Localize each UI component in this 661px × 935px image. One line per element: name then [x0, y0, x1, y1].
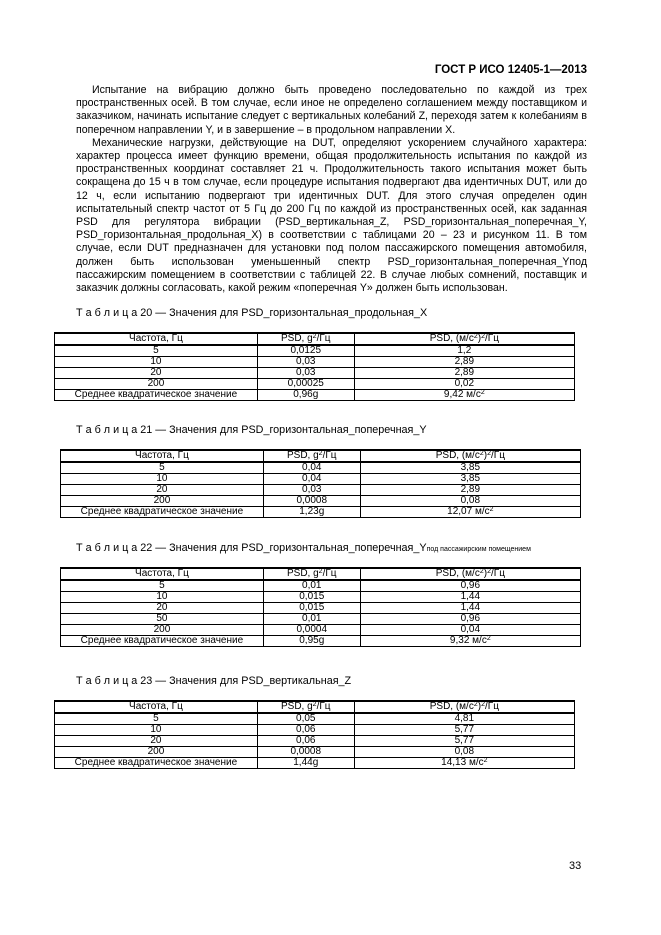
table-cell: 2,89: [354, 368, 574, 379]
col-frequency-header: [55, 701, 258, 713]
table-cell: 20: [55, 368, 258, 379]
text-fragment: PSD, (м/с: [435, 450, 480, 461]
text-fragment: 2: [479, 450, 484, 457]
text-fragment: Частота, Гц: [135, 450, 189, 461]
text-fragment: 12,07: [447, 506, 473, 517]
table-22-caption: Т а б л и ц а 22 — Значения для PSD_горизонтальная_поперечная_Yпод пассажирским помещением: [76, 542, 531, 554]
table-header-row: [55, 701, 575, 713]
text-fragment: 2: [480, 389, 485, 396]
table-rms-row: [55, 390, 575, 401]
text-fragment: 2: [473, 701, 478, 708]
text-fragment: PSD, g: [280, 333, 313, 344]
table-cell: 0,96: [360, 580, 580, 592]
text-fragment: Частота, Гц: [129, 701, 183, 712]
text-fragment: м/с: [468, 757, 484, 768]
table-cell: 1,44: [360, 603, 580, 614]
table-cell: 0,96g: [257, 390, 354, 401]
table-header-row: [61, 450, 581, 462]
table-row: [61, 625, 581, 636]
table-cell: [360, 507, 580, 518]
table-cell: 10: [55, 725, 258, 736]
table-cell: 5: [55, 345, 258, 357]
table-row: [55, 357, 575, 368]
text-fragment: /Гц: [322, 450, 337, 461]
table-row: [55, 713, 575, 725]
table-header-row: [55, 333, 575, 345]
table-row: [61, 485, 581, 496]
text-fragment: PSD, (м/с: [429, 333, 474, 344]
text-fragment: PSD, (м/с: [429, 701, 474, 712]
document-header: ГОСТ Р ИСО 12405-1—2013: [434, 64, 587, 76]
table-cell: [354, 390, 574, 401]
table-row: [61, 496, 581, 507]
text-fragment: /Гц: [491, 568, 505, 579]
text-fragment: м/с: [474, 506, 490, 517]
table-cell: 0,02: [354, 379, 574, 390]
table-cell: 2,89: [354, 357, 574, 368]
table-cell: 0,015: [263, 603, 360, 614]
text-fragment: 2: [489, 506, 494, 513]
table-cell: 0,08: [360, 496, 580, 507]
table-cell: 0,04: [360, 625, 580, 636]
text-fragment: м/с: [466, 389, 481, 400]
table-cell: 5: [61, 580, 264, 592]
table-cell: 0,95g: [263, 636, 360, 647]
text-fragment: 9,32: [449, 635, 470, 646]
table-cell: 200: [55, 379, 258, 390]
text-fragment: PSD, g: [286, 568, 319, 579]
table-rms-row: [61, 636, 581, 647]
table-cell: 5: [55, 713, 258, 725]
table-row: [55, 736, 575, 747]
text-fragment: 2: [487, 568, 491, 575]
table-cell: 0,03: [257, 357, 354, 368]
table-cell: 20: [61, 603, 264, 614]
table-cell: 200: [61, 496, 264, 507]
table-cell: 0,01: [263, 580, 360, 592]
table-cell: 5,77: [354, 725, 574, 736]
table-cell: Среднее квадратическое значение: [55, 758, 258, 769]
table-cell: 10: [55, 357, 258, 368]
table-23: [54, 700, 575, 769]
text-fragment: /Гц: [485, 701, 499, 712]
table-cell: 5,77: [354, 736, 574, 747]
table-cell: 20: [61, 485, 264, 496]
table-20: [54, 332, 575, 401]
text-fragment: 2: [312, 701, 317, 708]
table-cell: 20: [55, 736, 258, 747]
table-cell: 200: [61, 625, 264, 636]
table-cell: 10: [61, 592, 264, 603]
table-row: [61, 603, 581, 614]
col-psd-ms-header: [360, 568, 580, 580]
text-fragment: PSD, g: [280, 701, 313, 712]
table-row: [55, 379, 575, 390]
table-cell: 0,00025: [257, 379, 354, 390]
col-psd-g-header: [257, 333, 354, 345]
table-cell: 0,03: [257, 368, 354, 379]
table-23-caption: Т а б л и ц а 23 — Значения для PSD_вертикальная_Z: [76, 675, 352, 687]
text-fragment: Частота, Гц: [135, 568, 189, 579]
table-row: [61, 474, 581, 485]
text-fragment: 2: [486, 635, 491, 642]
table-cell: 1,2: [354, 345, 574, 357]
page-number: 33: [569, 860, 582, 872]
col-frequency-header: Частота, Гц: [55, 333, 258, 345]
text-fragment: /Гц: [316, 333, 331, 344]
table-cell: 0,015: [263, 592, 360, 603]
table-cell: [354, 758, 574, 769]
text-fragment: 2: [481, 701, 485, 708]
table-row: [55, 725, 575, 736]
table-rms-row: [55, 758, 575, 769]
col-psd-g-header: [263, 450, 360, 462]
table-cell: 1,23g: [263, 507, 360, 518]
table-cell: 1,44g: [257, 758, 354, 769]
col-frequency-header: [61, 450, 264, 462]
text-fragment: /Гц: [485, 333, 499, 344]
col-psd-ms-header: [354, 701, 574, 713]
text-fragment: PSD, g: [286, 450, 319, 461]
table-row: [61, 580, 581, 592]
text-fragment: 2: [483, 757, 488, 764]
text-fragment: /Гц: [491, 450, 505, 461]
table-cell: 0,06: [257, 725, 354, 736]
col-frequency-header: [61, 568, 264, 580]
text-fragment: 2: [318, 568, 323, 575]
table-cell: 0,05: [257, 713, 354, 725]
text-fragment: 2: [473, 333, 478, 340]
table-row: [55, 345, 575, 357]
table-cell: 200: [55, 747, 258, 758]
table-cell: 0,01: [263, 614, 360, 625]
text-fragment: ): [477, 333, 482, 344]
table-cell: Среднее квадратическое значение: [55, 390, 258, 401]
table-cell: 3,85: [360, 474, 580, 485]
table-cell: 10: [61, 474, 264, 485]
text-fragment: м/с: [472, 635, 487, 646]
table-row: [61, 462, 581, 474]
table-cell: 3,85: [360, 462, 580, 474]
table-cell: 0,03: [263, 485, 360, 496]
text-fragment: 2: [487, 450, 491, 457]
text-fragment: 2: [318, 450, 323, 457]
table-cell: 0,0125: [257, 345, 354, 357]
col-psd-g-header: [263, 568, 360, 580]
table-cell: 50: [61, 614, 264, 625]
table-cell: 0,06: [257, 736, 354, 747]
table-cell: 1,44: [360, 592, 580, 603]
table-cell: 0,0008: [263, 496, 360, 507]
table-cell: 0,96: [360, 614, 580, 625]
table-cell: 5: [61, 462, 264, 474]
table-20-caption: Т а б л и ц а 20 — Значения для PSD_горизонтальная_продольная_X: [76, 307, 428, 319]
col-psd-ms-header: [354, 333, 574, 345]
table-21: [60, 449, 581, 518]
text-fragment: PSD, (м/с: [435, 568, 480, 579]
table-21-caption: Т а б л и ц а 21 — Значения для PSD_горизонтальная_поперечная_Y: [76, 424, 427, 436]
text-fragment: 2: [481, 333, 485, 340]
table-22: [60, 567, 581, 647]
table-cell: 0,0008: [257, 747, 354, 758]
table-cell: [360, 636, 580, 647]
text-fragment: /Гц: [316, 701, 331, 712]
table-cell: 4,81: [354, 713, 574, 725]
table-row: [55, 368, 575, 379]
text-fragment: ): [477, 701, 482, 712]
col-psd-g-header: [257, 701, 354, 713]
text-fragment: 2: [312, 333, 317, 340]
text-fragment: 9,42: [443, 389, 464, 400]
body-text: [76, 84, 587, 295]
text-fragment: ): [483, 450, 488, 461]
text-fragment: 2: [479, 568, 484, 575]
text-fragment: 14,13: [441, 757, 467, 768]
table-cell: 0,04: [263, 462, 360, 474]
col-psd-ms-header: [360, 450, 580, 462]
table-cell: 0,04: [263, 474, 360, 485]
table-cell: 0,08: [354, 747, 574, 758]
table-header-row: [61, 568, 581, 580]
text-fragment: /Гц: [322, 568, 337, 579]
table-cell: Среднее квадратическое значение: [61, 636, 264, 647]
table-rms-row: [61, 507, 581, 518]
table-cell: 2,89: [360, 485, 580, 496]
paragraph-2: Механические нагрузки, действующие на DUT, определяют ускорением случайного характера: характер процесса имеет функцию времени, общая продолжительность испытания по каждой из пространственных координат составляет 21 ч. Продолжительность такого испытания может быть сокращена до 15 ч в том случае, если процедуре испытания подвергают два идентичных DUT, или до 12 ч, если испытанию подвергают три идентичных DUT. Для этого случая определен один испытательный спектр частот от 5 Гц до 200 Гц по каждой из пространственных осей, как заданная PSD для регулятора вибрации (PSD_вертикальная_Z, PSD_горизонтальная_поперечная_Y, PSD_горизонтальная_продольная_X) в соответствии с таблицами 20 – 23 и рисунком 11. В том случае, если DUT предназначен для установки под полом пассажирского помещения автомобиля, должен быть использован уменьшенный спектр PSD_горизонтальная_поперечная_Yпод пассажирским помещением в соответствии с таблицей 22. В случае любых сомнений, поставщик и заказчик должны согласовать, какой режим «поперечная Y» должен быть использован.: [76, 136, 587, 295]
text-fragment: ): [483, 568, 488, 579]
table-row: [61, 592, 581, 603]
table-cell: Среднее квадратическое значение: [61, 507, 264, 518]
paragraph-1: Испытание на вибрацию должно быть проведено последовательно по каждой из трех пространственных осей. В том случае, если иное не определено соглашением между поставщиком и заказчиком, начинать испытание следует с вертикальных колебаний Z, переходя затем к колебаниям в поперечном направлении Y, и в завершение – в продольном направлении X.: [76, 84, 587, 136]
table-row: [55, 747, 575, 758]
table-cell: 0,0004: [263, 625, 360, 636]
table-row: [61, 614, 581, 625]
